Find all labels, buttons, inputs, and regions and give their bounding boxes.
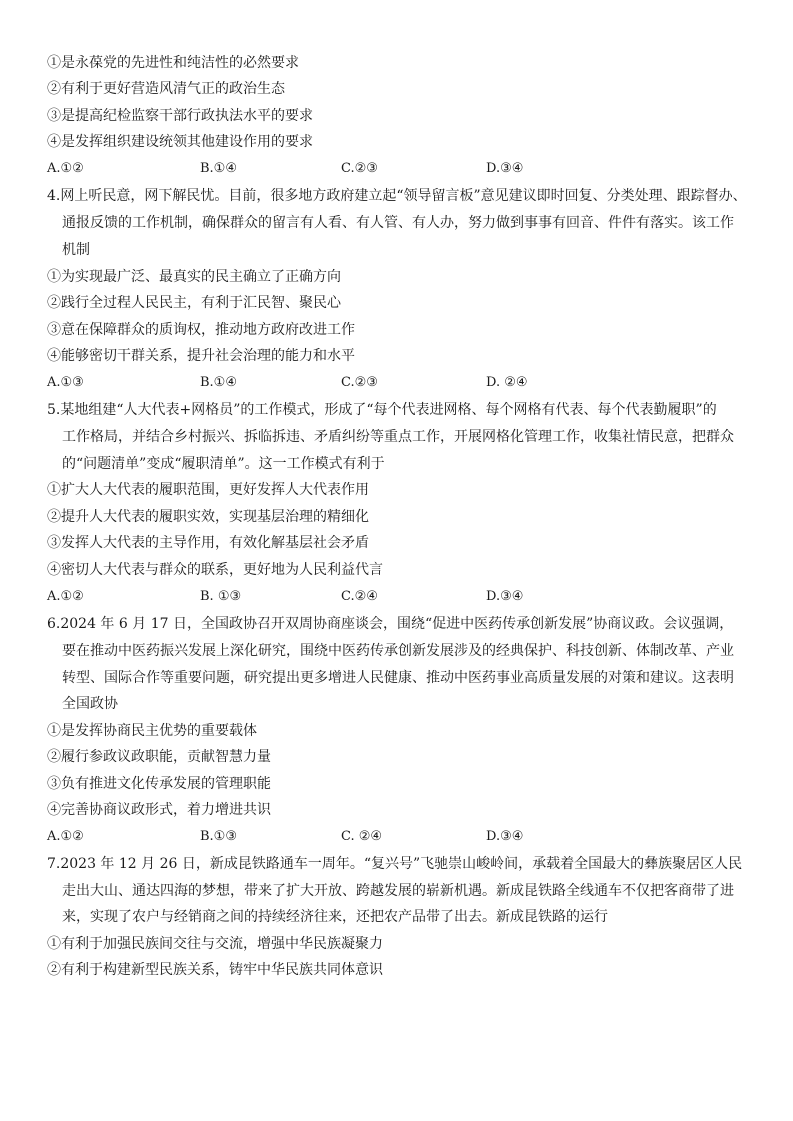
q3-item-3: ③是提高纪检监察干部行政执法水平的要求 [47,108,313,124]
q4-item-1: ①为实现最广泛、最真实的民主确立了正确方向 [47,269,341,285]
q3-option-a: A.①② [47,161,84,176]
q4-item-2: ②践行全过程人民民主，有利于汇民智、聚民心 [47,295,341,311]
q6-item-3: ③负有推进文化传承发展的管理职能 [47,776,271,792]
q5-option-d: D.③④ [486,589,524,604]
q7-item-2: ②有利于构建新型民族关系，铸牢中华民族共同体意识 [47,962,383,978]
q5-stem-line-2: 工作格局，并结合乡村振兴、拆临拆违、矛盾纠纷等重点工作，开展网格化管理工作，收集社情民意，把群众 [62,429,734,445]
q4-option-c: C.②③ [341,375,378,390]
q4-stem-line-2: 通报反馈的工作机制，确保群众的留言有人看、有人管、有人办，努力做到事事有回音、件件有落实。该工作 [62,215,734,231]
q6-option-c: C. ②④ [341,829,383,844]
q3-option-d: D.③④ [486,161,524,176]
q4-stem-line-3: 机制 [62,242,90,258]
q6-item-2: ②履行参政议政职能，贡献智慧力量 [47,749,271,765]
q6-item-4: ④完善协商议政形式，着力增进共识 [47,802,271,818]
q6-stem-line-4: 全国政协 [62,696,118,712]
q4-option-b: B.①④ [200,375,237,390]
q7-stem-line-1: 7.2023 年 12 月 26 日，新成昆铁路通车一周年。“复兴号”飞驰崇山峻岭间，承载着全国最大的彝族聚居区人民 [47,856,743,872]
q5-item-1: ①扩大人大代表的履职范围，更好发挥人大代表作用 [47,482,369,498]
q6-option-a: A.①② [47,829,84,844]
q5-option-b: B. ①③ [200,589,242,604]
q3-item-2: ②有利于更好营造风清气正的政治生态 [47,81,285,97]
q5-item-4: ④密切人大代表与群众的联系，更好地为人民利益代言 [47,562,383,578]
q5-item-2: ②提升人大代表的履职实效，实现基层治理的精细化 [47,509,369,525]
q4-option-d: D. ②④ [486,375,528,390]
q6-stem-line-3: 转型、国际合作等重要问题，研究提出更多增进人民健康、推动中医药事业高质量发展的对策和建议。这表明 [62,670,734,686]
q5-stem-line-1: 5.某地组建“人大代表+网格员”的工作模式，形成了“每个代表进网格、每个网格有代表、每个代表勤履职”的 [47,402,717,418]
q7-stem-line-3: 来，实现了农户与经销商之间的持续经济往来，还把农产品带了出去。新成昆铁路的运行 [62,909,608,925]
q7-item-1: ①有利于加强民族间交往与交流，增强中华民族凝聚力 [47,936,383,952]
q7-stem-line-2: 走出大山、通达四海的梦想，带来了扩大开放、跨越发展的崭新机遇。新成昆铁路全线通车不仅把客商带了进 [62,883,734,899]
q6-stem-line-1: 6.2024 年 6 月 17 日，全国政协召开双周协商座谈会，围绕“促进中医药传承创新发展”协商议政。会议强调， [47,616,734,632]
q6-option-b: B.①③ [200,829,237,844]
q4-option-a: A.①③ [47,375,84,390]
q5-option-a: A.①② [47,589,84,604]
q4-item-3: ③意在保障群众的质询权，推动地方政府改进工作 [47,322,355,338]
q6-stem-line-2: 要在推动中医药振兴发展上深化研究，围绕中医药传承创新发展涉及的经典保护、科技创新、体制改革、产业 [62,643,734,659]
q3-item-1: ①是永葆党的先进性和纯洁性的必然要求 [47,55,299,71]
q4-stem-line-1: 4.网上听民意，网下解民忧。目前，很多地方政府建立起“领导留言板”意见建议即时回复、分类处理、跟踪督办、 [47,188,747,204]
q5-option-c: C.②④ [341,589,378,604]
q4-item-4: ④能够密切干群关系，提升社会治理的能力和水平 [47,348,355,364]
q6-item-1: ①是发挥协商民主优势的重要载体 [47,723,257,739]
q5-stem-line-3: 的“问题清单”变成“履职清单”。这一工作模式有利于 [62,456,385,472]
q3-option-c: C.②③ [341,161,378,176]
q5-item-3: ③发挥人大代表的主导作用，有效化解基层社会矛盾 [47,535,369,551]
q3-option-b: B.①④ [200,161,237,176]
q6-option-d: D.③④ [486,829,524,844]
q3-item-4: ④是发挥组织建设统领其他建设作用的要求 [47,134,313,150]
